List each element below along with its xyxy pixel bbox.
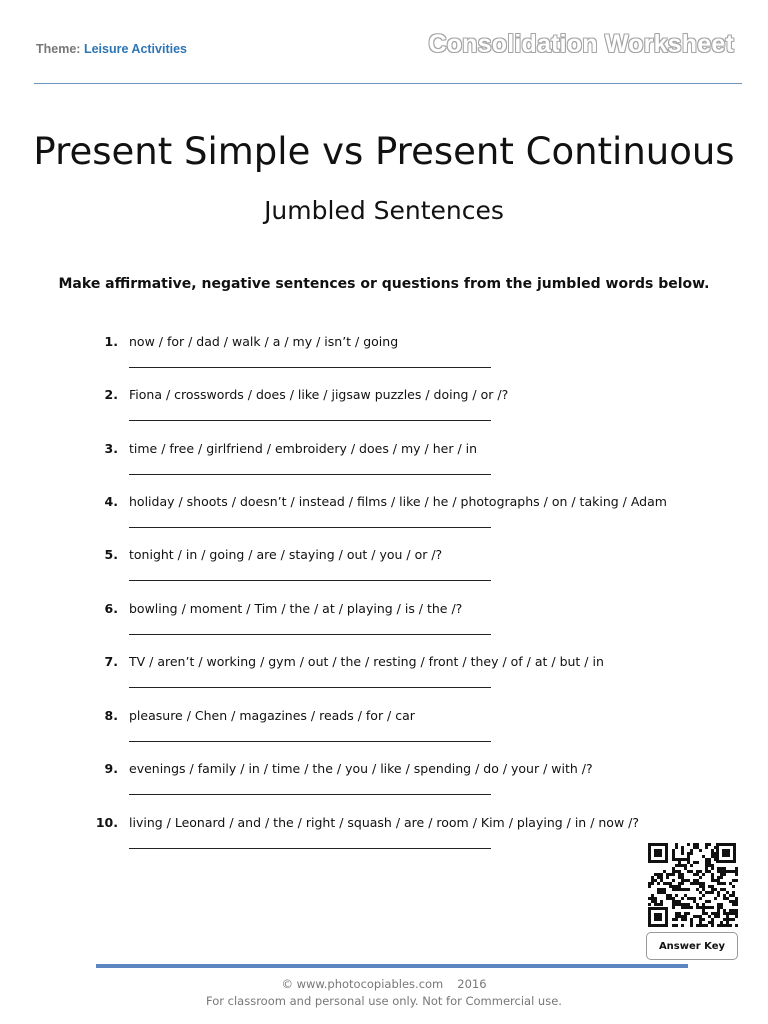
answer-line[interactable] [129,473,491,475]
exercise-item [0,334,768,384]
copyright-text: © www.photocopiables.com [281,977,444,991]
exercise-number: 8. [104,708,118,723]
exercise-words: bowling / moment / Tim / the / at / playing / is / the /? [129,601,463,616]
answer-key-button[interactable]: Answer Key [646,932,738,960]
page-subtitle: Jumbled Sentences [264,196,504,225]
exercise-item [0,547,768,597]
answer-line[interactable] [129,633,491,635]
exercise-item [0,441,768,491]
theme-label: Theme: [36,42,81,56]
footer-copyright [0,977,768,991]
exercise-words: holiday / shoots / doesn’t / instead / films / like / he / photographs / on / taking / Adam [129,494,667,509]
exercise-number: 6. [104,601,118,616]
worksheet-type-title: Consolidation Worksheet [428,30,734,58]
exercise-words: pleasure / Chen / magazines / reads / for / car [129,708,415,723]
exercise-words: evenings / family / in / time / the / you / like / spending / do / your / with /? [129,761,593,776]
footer-divider [96,964,688,968]
exercise-words: TV / aren’t / working / gym / out / the / resting / front / they / of / at / but / in [129,654,604,669]
exercise-item [0,654,768,704]
exercise-words: Fiona / crosswords / does / like / jigsaw puzzles / doing / or /? [129,387,509,402]
answer-line[interactable] [129,740,491,742]
exercise-number: 7. [104,654,118,669]
copyright-year: 2016 [457,977,487,991]
page-title: Present Simple vs Present Continuous [33,130,735,173]
exercise-number: 3. [104,441,118,456]
answer-line[interactable] [129,847,491,849]
answer-line[interactable] [129,793,491,795]
footer-notice: For classroom and personal use only. Not for Commercial use. [206,994,562,1008]
exercise-item [0,494,768,544]
exercise-number: 5. [104,547,118,562]
theme-value: Leisure Activities [83,42,187,56]
exercise-words: time / free / girlfriend / embroidery / does / my / her / in [129,441,478,456]
answer-line[interactable] [129,579,491,581]
answer-line[interactable] [129,366,491,368]
exercise-item [0,761,768,811]
instructions: Make affirmative, negative sentences or questions from the jumbled words below. [58,276,710,292]
exercise-number: 10. [95,815,118,830]
exercise-item [0,601,768,651]
answer-line[interactable] [129,526,491,528]
exercise-words: living / Leonard / and / the / right / squash / are / room / Kim / playing / in / now /? [129,815,639,830]
exercise-item [0,387,768,437]
exercise-item [0,708,768,758]
exercise-number: 2. [104,387,118,402]
qr-code-icon[interactable] [646,841,738,929]
exercise-number: 1. [104,334,118,349]
answer-line[interactable] [129,686,491,688]
exercise-number: 9. [104,761,118,776]
exercise-words: now / for / dad / walk / a / my / isn’t / going [129,334,399,349]
exercise-number: 4. [104,494,118,509]
exercise-words: tonight / in / going / are / staying / out / you / or /? [129,547,443,562]
answer-line[interactable] [129,419,491,421]
